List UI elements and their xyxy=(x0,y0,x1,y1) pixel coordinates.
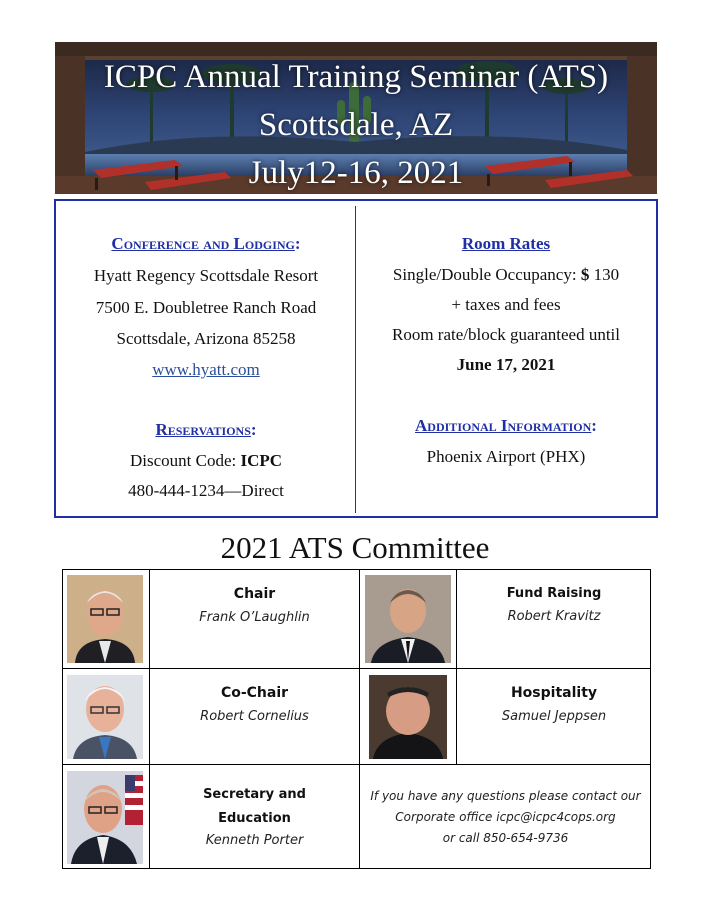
hotel-name: Hyatt Regency Scottsdale Resort xyxy=(93,266,319,285)
secretary-photo xyxy=(67,771,143,864)
header-banner xyxy=(55,42,657,194)
guarantee-deadline: June 17, 2021 xyxy=(456,355,556,374)
grid-divider xyxy=(62,764,651,765)
room-rates-heading-line xyxy=(356,234,656,254)
hotel-street: 7500 E. Doubletree Ranch Road xyxy=(95,298,317,317)
member-card-co-chair xyxy=(150,685,359,724)
contact-info xyxy=(360,786,651,849)
room-rates-heading: Room Rates xyxy=(461,234,551,253)
additional-info-heading: Additional Information xyxy=(415,416,592,435)
member-role: Fund Raising xyxy=(506,586,602,601)
conference-heading: Conference and Lodging xyxy=(111,234,295,253)
chair-photo xyxy=(67,575,143,663)
hotel-website-line xyxy=(56,360,356,380)
hospitality-photo xyxy=(369,675,447,759)
reservations-heading-line: Reservations: xyxy=(155,420,257,439)
discount-code: ICPC xyxy=(240,451,283,470)
grid-divider xyxy=(62,668,651,669)
member-name: Robert Cornelius xyxy=(200,709,309,724)
member-role: Chair xyxy=(233,586,276,602)
member-name: Frank O’Laughlin xyxy=(199,610,310,625)
taxes-note: + taxes and fees xyxy=(451,295,561,314)
hotel-website-link[interactable]: www.hyatt.com xyxy=(152,360,260,379)
contact-email-line: Corporate office icpc@icpc4cops.org xyxy=(395,810,616,824)
conference-heading-line: Conference and Lodging: xyxy=(111,234,301,253)
committee-title: 2021 ATS Committee xyxy=(220,530,490,565)
airport-info: Phoenix Airport (PHX) xyxy=(426,447,586,466)
banner-dates: July12-16, 2021 xyxy=(248,155,464,191)
member-role: Co-Chair xyxy=(220,685,289,701)
reservation-phone: 480-444-1234—Direct xyxy=(128,481,284,500)
member-card-fund-raising xyxy=(457,586,651,624)
discount-code-line: Discount Code: ICPC xyxy=(129,451,283,470)
member-card-hospitality xyxy=(457,685,651,724)
hotel-city: Scottsdale, Arizona 85258 xyxy=(116,329,296,348)
guarantee-note: Room rate/block guaranteed until xyxy=(391,325,620,344)
member-role: Education xyxy=(218,811,291,826)
contact-line: If you have any questions please contact our xyxy=(370,789,641,803)
banner-title: ICPC Annual Training Seminar (ATS) xyxy=(103,59,609,95)
contact-phone-line: or call 850-654-9736 xyxy=(442,831,569,845)
member-role: Hospitality xyxy=(510,685,598,701)
additional-info-heading-line: Additional Information: xyxy=(415,416,597,435)
reservations-heading: Reservations xyxy=(155,420,251,439)
co-chair-photo xyxy=(67,675,143,759)
member-card-chair xyxy=(150,586,359,625)
member-name: Robert Kravitz xyxy=(507,609,601,624)
member-name: Samuel Jeppsen xyxy=(501,709,607,724)
banner-location: Scottsdale, AZ xyxy=(258,107,454,143)
member-card-secretary xyxy=(150,783,359,848)
occupancy-rate: Single/Double Occupancy: $ 130 xyxy=(392,265,620,284)
member-role: Secretary and xyxy=(203,787,306,802)
fund-raising-photo xyxy=(365,575,451,663)
member-name: Kenneth Porter xyxy=(205,833,304,848)
